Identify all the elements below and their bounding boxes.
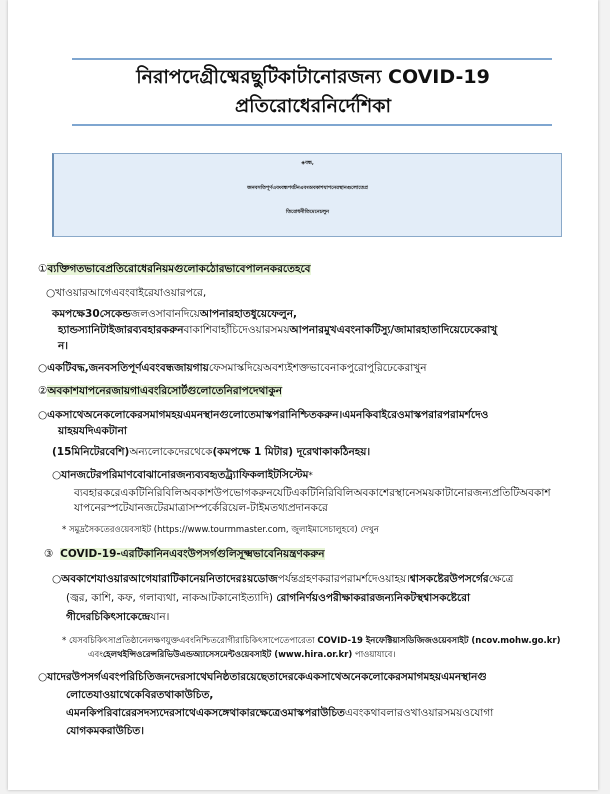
list-item-continuation: ব্যবহারকরেএকটিনিরিবিলিঅবকাশউপভোগকরুনযেটিএকটিনিরিবিলিঅবকাশেরস্থানেসময়কাটানোরজন্যপ্রতিটিঅবকাশ [74, 487, 551, 499]
list-item-continuation: য়াহয়যদিএকটানা [58, 425, 127, 437]
list-item-continuation: লোতেযাওয়াথেকেবিরতথাকাউচিত, [66, 689, 214, 701]
text: পর্যন্তগ্রহণকরারপরামর্শদেওয়াহয়। [277, 573, 410, 585]
notice-box [52, 153, 562, 237]
list-item [52, 307, 297, 321]
text-bold: য়ডোজ [247, 573, 278, 585]
text: * যেসবচিকিৎসাপ্রতিষ্ঠানেলক্ষণযুক্তএবংনিশ্চিতরোগীরাচিকিৎসাপেতেপারেতা [62, 636, 318, 646]
list-item [52, 572, 513, 586]
list-item: ○খাওয়ারআগেএবংবাইরেযাওয়ারপরে, [46, 287, 207, 299]
text-bold: (কমপক্ষে 1 মিটার) দূরেথাকাকঠিনহয়। [212, 446, 371, 458]
text-bold: ○যানজটেরপরিমাণবোঝানোরজন্যব্যবহৃতট্র্যাফিকলাইটসিস্টেম [52, 469, 309, 481]
section2-title: অবকাশযাপনেরজায়গাএবংরিসোর্টগুলোতেনিরাপদেথাকুন [47, 385, 282, 397]
list-item [58, 323, 497, 337]
list-item: ○যাদেরউপসর্গএবংপরিচিতিজনদেরসাথেঘনিষ্ঠতারয়েছেতাদেরকেএকসাথেঅনেকলোকেরসমাগমহয়এমনস্থানগু [38, 671, 487, 683]
text-bold: COVID-19 ইনফেক্টিয়াসডিজিজওয়েবসাইট (ncov.mohw.go.kr) [317, 636, 561, 646]
circled-three-marker: ③ [44, 548, 54, 560]
text-bold: ○অবকাশেযাওয়ারআগেযারাটিকানেয়নিতাদেরঃ [52, 573, 248, 585]
text: ফেসমাস্কদিয়েঅবশ্যইশক্তভাবেনাকপুরোপুরিঢেকেরাখুন [208, 362, 427, 374]
doc-title-line1: নিরাপদেগ্রীষ্মেরছুটিকাটানোরজন্য COVID-19 [136, 66, 490, 88]
bottom-rule [72, 124, 552, 126]
text-bold: ○একটিবদ্ধ,জনবসতিপূর্ণএবংবন্ধজায়গায় [38, 362, 209, 374]
notice-line1: ◈বন্ধ, [301, 160, 314, 166]
text-bold: গীদেরচিকিৎসাকেন্দ্রে [66, 611, 151, 623]
text: এবং [88, 650, 103, 660]
text: অন্যলোকেদেরথেকে [129, 446, 213, 458]
asterisk-mark: * [308, 471, 313, 481]
text: যান। [150, 611, 170, 623]
text-bold: এমনকিপরিবারেরসদস্যদেরসাথেএকসঙ্গেথাকারক্ষেত্রেওমাস্কপরাউচিত [66, 707, 345, 719]
section2-heading [38, 384, 282, 398]
list-item: ○একসাথেঅনেকলোকেরসমাগমহয়এমনস্থানগুলোতেমাস্কপরানিশ্চিতকরুন।এমনকিবাইরেওমাস্কপরারপরামর্শদেও [38, 409, 489, 421]
text: জলওসাবানদিয়ে [130, 308, 200, 320]
text-bold: আপনারহাতধুয়েফেলুন, [199, 308, 297, 320]
list-item-continuation: যাপনেরস্পটেযানজটেরমাত্রাসম্পর্কেরিয়েল-টাইমতথ্যপ্রদানকরে [74, 502, 328, 514]
list-item-continuation [66, 610, 169, 624]
notice-line3: তিরোধনীতিমেনেচলুন [286, 209, 329, 215]
text: ক্ষেত্রে [488, 573, 514, 585]
list-item-continuation: যোগকমকরাউচিত। [66, 725, 145, 737]
text-bold: হেলথইন্সিওরেন্সরিভিউএন্ডঅ্যাসেসমেন্টওয়েবসাইট (www.hira.or.kr) [102, 650, 353, 660]
list-item [52, 468, 313, 483]
doc-title-line2: প্রতিরোধেরনির্দেশিকা [234, 95, 392, 117]
footnote [88, 648, 395, 662]
footnote [62, 634, 560, 648]
text: (জ্বর, কাশি, কফ, গলাব্যথা, নাকআটকানোইত্যাদি) [66, 592, 277, 604]
text: বাকাশিবাহাঁচিদেওয়ারসময় [183, 324, 290, 336]
list-item-continuation [66, 706, 493, 720]
text-bold: কমপক্ষে30সেকেন্ড [52, 308, 131, 320]
circled-two-marker: ② [38, 385, 48, 397]
list-item-continuation: ন। [58, 340, 69, 352]
text-bold: শ্বাসকষ্টেরউপসর্গের [409, 573, 489, 585]
text-bold: (15মিনিটেরবেশি) [52, 446, 130, 458]
section3-title: COVID-19-এরটিকানিনএবংউপসর্গগুলিসূক্ষ্মভাবেনিয়ন্ত্রণকরুন [60, 548, 325, 560]
section1-title: ব্যক্তিগতভাবেপ্রতিরোধেরনিয়মগুলোকঠোরভাবেপালনকরতেহবে [47, 263, 311, 275]
section1-heading [38, 262, 311, 276]
document-page [8, 0, 598, 790]
notice-line2: জনবসতিপূর্ণএবংবন্ধপর্যটনএবংঅবকাশযাপনেরস্থানগুলোতেপ্র [247, 185, 368, 191]
section3-heading [44, 547, 325, 561]
list-item [52, 445, 370, 459]
text-bold: রোগনির্ণয়ওপরীক্ষাকরারজন্যনিকটস্থশ্বাসকষ্টেরো [276, 592, 471, 604]
circled-one-marker: ① [38, 263, 48, 275]
text: পাওয়াযাবে। [352, 650, 396, 660]
list-item [38, 361, 427, 375]
list-item-continuation [66, 591, 470, 605]
text-bold: আপনারমুখএবংনাকটিস্যু/জামারহাতাদিয়েঢেকেরাখু [289, 324, 498, 336]
text: এবংকথাবলারওখাওয়ারসময়ওযোগা [344, 707, 494, 719]
text-bold: হ্যান্ডস্যানিটাইজারব্যবহারকরুন [58, 324, 184, 336]
top-rule [72, 58, 552, 60]
footnote: * সমুদ্রসৈকতেরওয়েবসাইট (https://www.tourmmaster.com, জুলাইমাসেচালুহবে) দেখুন [62, 525, 379, 535]
